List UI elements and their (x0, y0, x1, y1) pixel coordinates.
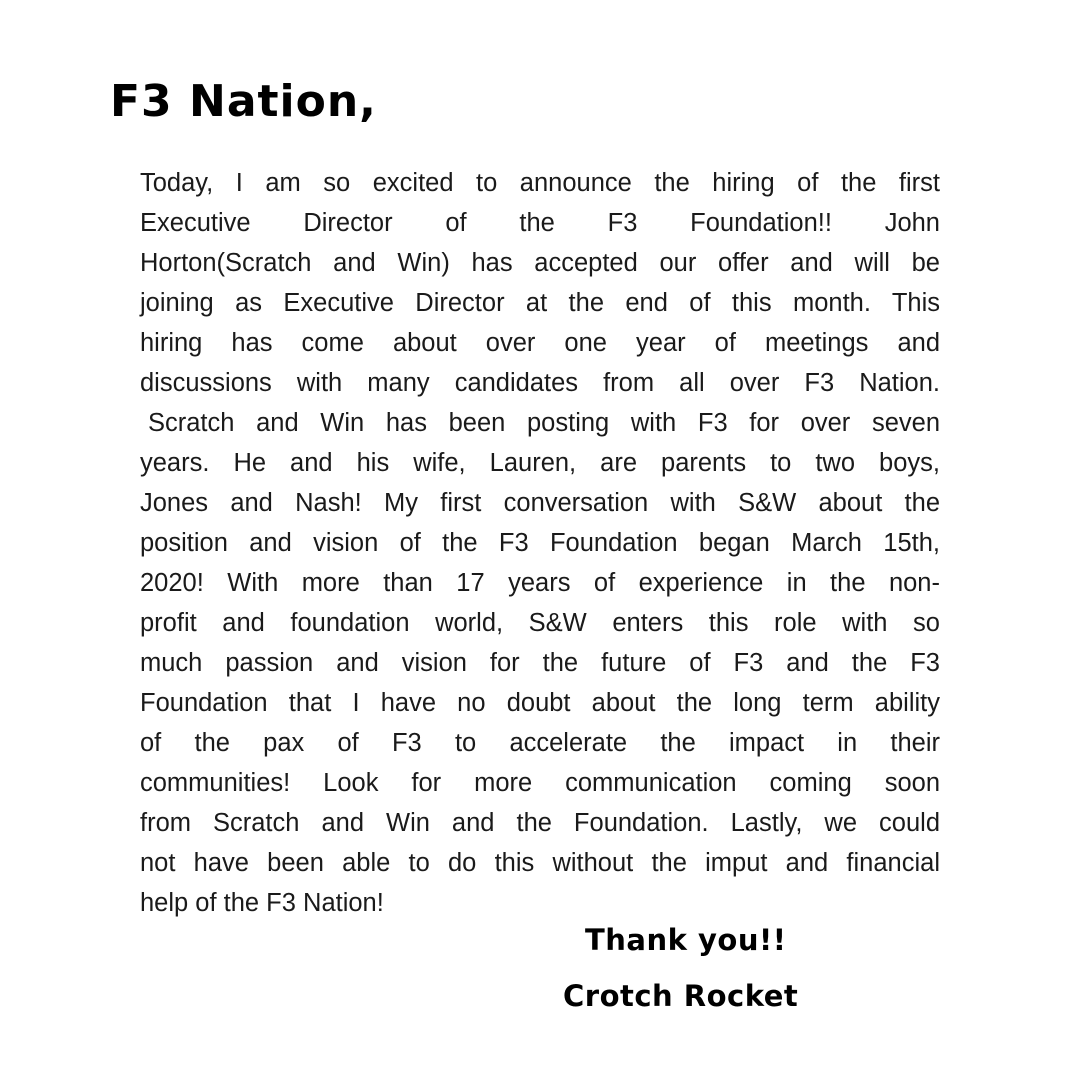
body-line: Scratch and Win has been posting with F3 for over seven (148, 409, 940, 437)
body-line: of the pax of F3 to accelerate the impact in their (140, 729, 940, 757)
body-line: Foundation that I have no doubt about the long term ability (140, 689, 940, 717)
body-line: hiring has come about over one year of meetings and (140, 329, 940, 357)
body-line: communities! Look for more communication coming soon (140, 769, 940, 797)
body-line: joining as Executive Director at the end of this month. This (140, 289, 940, 317)
body-line: discussions with many candidates from all over F3 Nation. (140, 369, 940, 397)
body-line: help of the F3 Nation! (140, 889, 384, 917)
body-line: from Scratch and Win and the Foundation. Lastly, we could (140, 809, 940, 837)
signature-name: Crotch Rocket (563, 979, 799, 1013)
greeting-heading: F3 Nation, (110, 76, 377, 127)
thank-you-text: Thank you!! (585, 923, 787, 957)
body-line: much passion and vision for the future of F3 and the F3 (140, 649, 940, 677)
body-line: Horton(Scratch and Win) has accepted our offer and will be (140, 249, 940, 277)
body-line: not have been able to do this without the imput and financial (140, 849, 940, 877)
body-line: Today, I am so excited to announce the hiring of the first (140, 169, 940, 197)
body-line: years. He and his wife, Lauren, are parents to two boys, (140, 449, 940, 477)
body-line: profit and foundation world, S&W enters this role with so (140, 609, 940, 637)
body-line: Executive Director of the F3 Foundation!! John (140, 209, 940, 237)
body-line: Jones and Nash! My first conversation with S&W about the (140, 489, 940, 517)
letter-body (140, 163, 940, 923)
body-line: position and vision of the F3 Foundation began March 15th, (140, 529, 940, 557)
body-line: 2020! With more than 17 years of experience in the non- (140, 569, 940, 597)
